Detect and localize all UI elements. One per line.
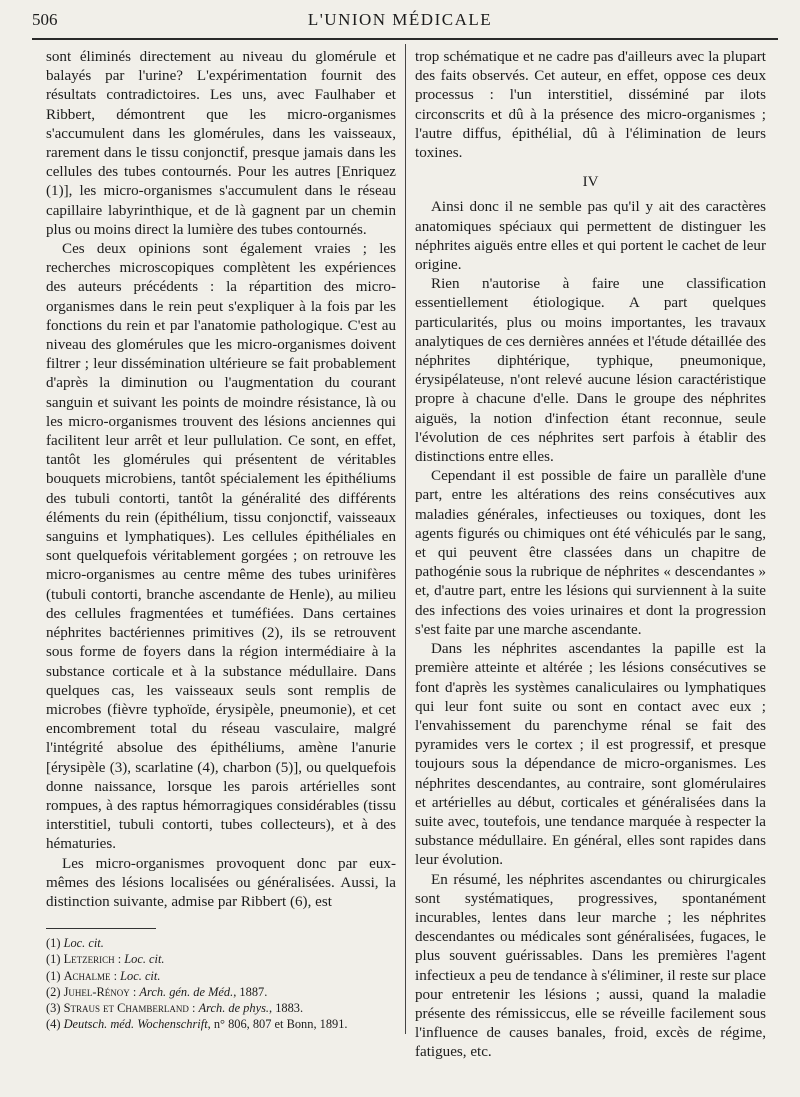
- header-rule: [32, 38, 778, 40]
- paragraph: Ainsi donc il ne semble pas qu'il y ait des caractères anatomiques spéciaux qui permettent de distinguer les néphrites aiguës entre elles et qui portent le cachet de leur origine.: [415, 199, 766, 274]
- footnote: (1) Letzerich : Loc. cit.: [46, 952, 165, 967]
- left-column: [46, 48, 396, 1032]
- running-head: [0, 6, 800, 34]
- footnotes-rule: [46, 928, 156, 929]
- paragraph: En résumé, les néphrites ascendantes ou chirurgicales sont systématiques, progressives, spontanément incurables, lentes dans leur marche ; les néphrites descendantes ou médicales sont généralisées, fugaces, le plus souvent guérissables. Dans les premières l'agent infectieux a peu de tendance à s'éliminer, il reste sur place pour entretenir les lésions ; aussi, quand la maladie présente des rémissiccus, elle se réveille facilement sous l'influence de causes banales, froid, excès de régime, fatigues, etc.: [415, 871, 766, 1061]
- journal-title: L'UNION MÉDICALE: [307, 10, 493, 29]
- footnotes: [46, 935, 396, 1032]
- paragraph: Rien n'autorise à faire une classification essentiellement étiologique. A part quelques particularités, plus ou moins importantes, les travaux analytiques de ces dernières années et l'étude détaillée des néphrites diphtérique, typhique, pneumonique, érysipélateuse, n'ont relevé aucune lésion caractéristique propre à chacune d'elle. Dans le groupe des néphrites aiguës, la notion d'infection étant reconnue, seule l'évolution de ces néphrites sert parfois à établir des distinctions entre elles.: [415, 276, 766, 466]
- paragraph: trop schématique et ne cadre pas d'ailleurs avec la plupart des faits observés. Cet auteur, en effet, oppose ces deux processus : l'un interstitiel, disséminé par ilots circonscrits et dû à la présence des micro-organismes ; l'autre diffus, épithélial, dû à l'élimination de leurs toxines.: [415, 49, 766, 162]
- paragraph: Ces deux opinions sont également vraies ; les recherches microscopiques complètent les expériences des auteurs précédents : la répartition des micro-organismes dans le rein peut s'expliquer à la fois par les fonctions du rein et par l'anatomie pathologique. C'est au niveau des glomérules que les micro-organismes doivent filtrer ; leur dissémination ultérieure se fait probablement d'après la diminution ou l'augmentation du courant sanguin et suivant les points de moindre résistance, là ou les micro-organismes trouvent des lésions anciennes qui facilitent leur arrêt et leur pullulation. Ce sont, en effet, tantôt les glomérules qui présentent de véritables bouquets microbiens, tantôt spécialement les épithéliums des tubuli contorti, tantôt la généralité des différents éléments du rein (épithélium, tissu conjonctif, vaisseaux sanguins et lymphatiques). Les cellules épithéliales en sont quelquefois véritablement gorgées ; on retrouve les micro-organismes au centre même des tubes urinifères (tubuli contorti, branche ascendante de Henle), au milieu des cellules fragmentées et tuméfiées. Dans certaines néphrites bactériennes primitives (2), ils se retrouvent sous forme de foyers dans la région intermédiaire à la substance corticale et à la substance médullaire. Dans quelques cas, les vaisseaux seuls sont remplis de microbes (fièvre typhoïde, érysipèle, pneumonie), et cet encombrement total du réseau vasculaire, malgré l'intégrité absolue des épithéliums, amène l'anurie [érysipèle (3), scarlatine (4), charbon (5)], ou quelquefois donne naissance, lorsque les parois artérielles sont rompues, à des raptus hémorragiques considérables (tissu interstitiel, tubuli contorti, tubes collecteurs), et à des hématuries.: [46, 241, 396, 853]
- footnote-author: Letzerich: [63, 952, 115, 967]
- footnote-author: Achalme: [63, 968, 111, 983]
- footnote: (1) Loc. cit.: [46, 936, 104, 951]
- right-column: [415, 48, 766, 1063]
- column-divider: [405, 44, 406, 1034]
- paragraph: Dans les néphrites ascendantes la papille est la première atteinte et altérée ; les lésions consécutives se font d'après les systèmes canaliculaires ou lymphatiques qui leur font suite ou sont en contact avec eux ; l'envahissement du parenchyme rénal se fait des pyramides vers le cortex ; il est progressif, et presque toujours sous la dépendance de micro-organismes. Les néphrites descendantes, au contraire, sont glomérulaires et artérielles au début, corticales et généralisées dans la suite avec, toutefois, une tendance marquée à respecter la substance médullaire. En général, elles sont rapides dans leur évolution.: [415, 641, 766, 869]
- footnote: (3) Straus et Chamberland : Arch. de phys., 1883.: [46, 1000, 304, 1015]
- footnote-reference: Loc. cit.: [124, 952, 165, 967]
- footnote-reference: Arch. gén. de Méd.: [139, 984, 234, 999]
- footnote: (2) Juhel-Rénoy : Arch. gén. de Méd., 1887.: [46, 984, 268, 999]
- footnote-author: Juhel-Rénoy: [63, 984, 130, 999]
- paragraph: Cependant il est possible de faire un parallèle d'une part, entre les altérations des reins consécutives aux maladies générales, infectieuses ou toxiques, dont les agents figurés ou chimiques ont été véhiculés par le sang, et qui peuvent être classées dans un chapitre de pathogénie sous la rubrique de néphrites « descendantes » et, d'autre part, entre les lésions qui surviennent à la suite des infections des voies urinaires et dont la progression s'est faite par une marche ascendante.: [415, 468, 766, 638]
- paragraph: Les micro-organismes provoquent donc par eux-mêmes des lésions localisées ou généralisées. Aussi, la distinction suivante, admise par Ribbert (6), est: [46, 855, 396, 910]
- paragraph: sont éliminés directement au niveau du glomérule et balayés par l'urine? L'expérimentation fournit des résultats contradictoires. Les uns, avec Faulhaber et Ribbert, démontrent que les micro-organismes s'accumulent dans les glomérules, dans les vaisseaux, rarement dans le tissu conjonctif, presque jamais dans les cellules des tubes contournés. Pour les autres [Enriquez (1)], les micro-organismes s'accumulent dans le réseau capillaire labyrinthique, et de là gagnent par un chemin plus ou moins direct la lumière des tubes contournés.: [46, 49, 396, 238]
- footnote-reference: Arch. de phys.: [198, 1000, 269, 1015]
- footnote: (4) Deutsch. méd. Wochenschrift, n° 806, 807 et Bonn, 1891.: [46, 1017, 348, 1032]
- page-number: 506: [32, 10, 58, 29]
- footnote-reference: Loc. cit.: [120, 968, 161, 983]
- footnote-reference: Loc. cit.: [63, 936, 104, 951]
- footnote-reference: Deutsch. méd. Wochenschrift: [63, 1017, 208, 1032]
- footnote: (1) Achalme : Loc. cit.: [46, 968, 161, 983]
- footnote-author: Straus et Chamberland: [63, 1000, 189, 1015]
- section-heading: IV: [582, 174, 599, 191]
